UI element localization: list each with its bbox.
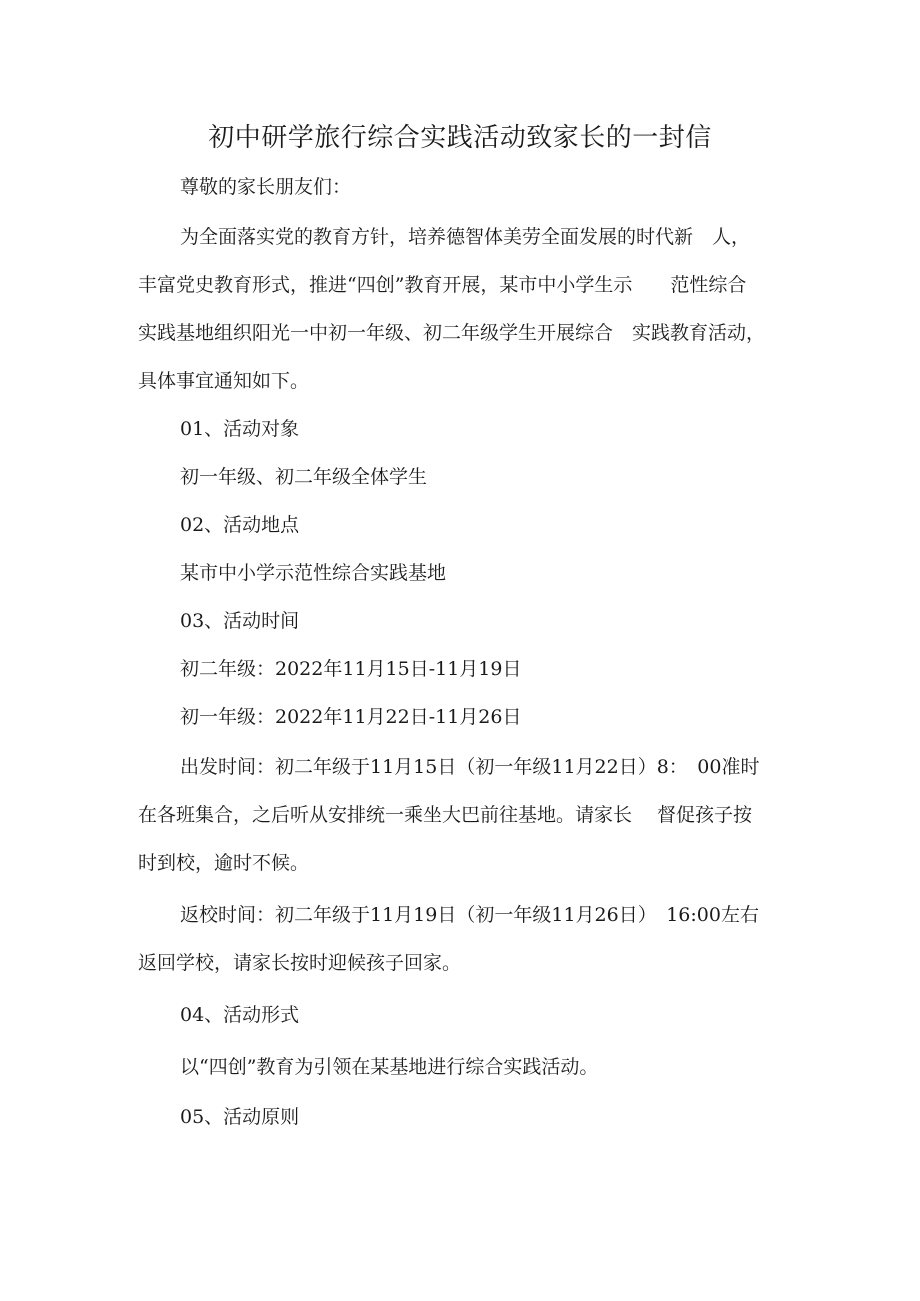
return-line-2: 返回学校，请家长按时迎候孩子回家。 (138, 952, 462, 974)
section-heading-03: 03、活动时间 (180, 610, 300, 632)
section-heading-04: 04、活动形式 (180, 1004, 300, 1026)
departure-line-2: 在各班集合，之后听从安排统一乘坐大巴前往基地。请家长 督促孩子按 (138, 804, 753, 826)
intro-line-1: 为全面落实党的教育方针，培养德智体美劳全面发展的时代新 人， (180, 226, 751, 248)
intro-line-4: 具体事宜通知如下。 (138, 370, 310, 392)
intro-line-3: 实践基地组织阳光一中初一年级、初二年级学生开展综合 实践教育活动， (138, 322, 766, 344)
departure-line-3: 时到校，逾时不候。 (138, 852, 310, 874)
departure-line-1: 出发时间：初二年级于11月15日（初一年级11月22日）8： 00准时 (180, 756, 760, 778)
grade2-time: 初二年级：2022年11月15日-11月19日 (180, 658, 522, 680)
return-line-1: 返校时间：初二年级于11月19日（初一年级11月26日） 16:00左右 (180, 904, 759, 926)
section-heading-02: 02、活动地点 (180, 514, 300, 536)
greeting: 尊敬的家长朋友们： (180, 176, 352, 198)
section-heading-05: 05、活动原则 (180, 1106, 300, 1128)
section-body-04: 以“四创”教育为引领在某基地进行综合实践活动。 (180, 1056, 599, 1078)
intro-line-2: 丰富党史教育形式，推进“四创”教育开展，某市中小学生示 范性综合 (138, 274, 747, 296)
grade1-time: 初一年级：2022年11月22日-11月26日 (180, 706, 522, 728)
document-title: 初中研学旅行综合实践活动致家长的一封信 (208, 123, 712, 153)
section-heading-01: 01、活动对象 (180, 418, 300, 440)
section-body-01: 初一年级、初二年级全体学生 (180, 466, 428, 488)
section-body-02: 某市中小学示范性综合实践基地 (180, 562, 447, 584)
